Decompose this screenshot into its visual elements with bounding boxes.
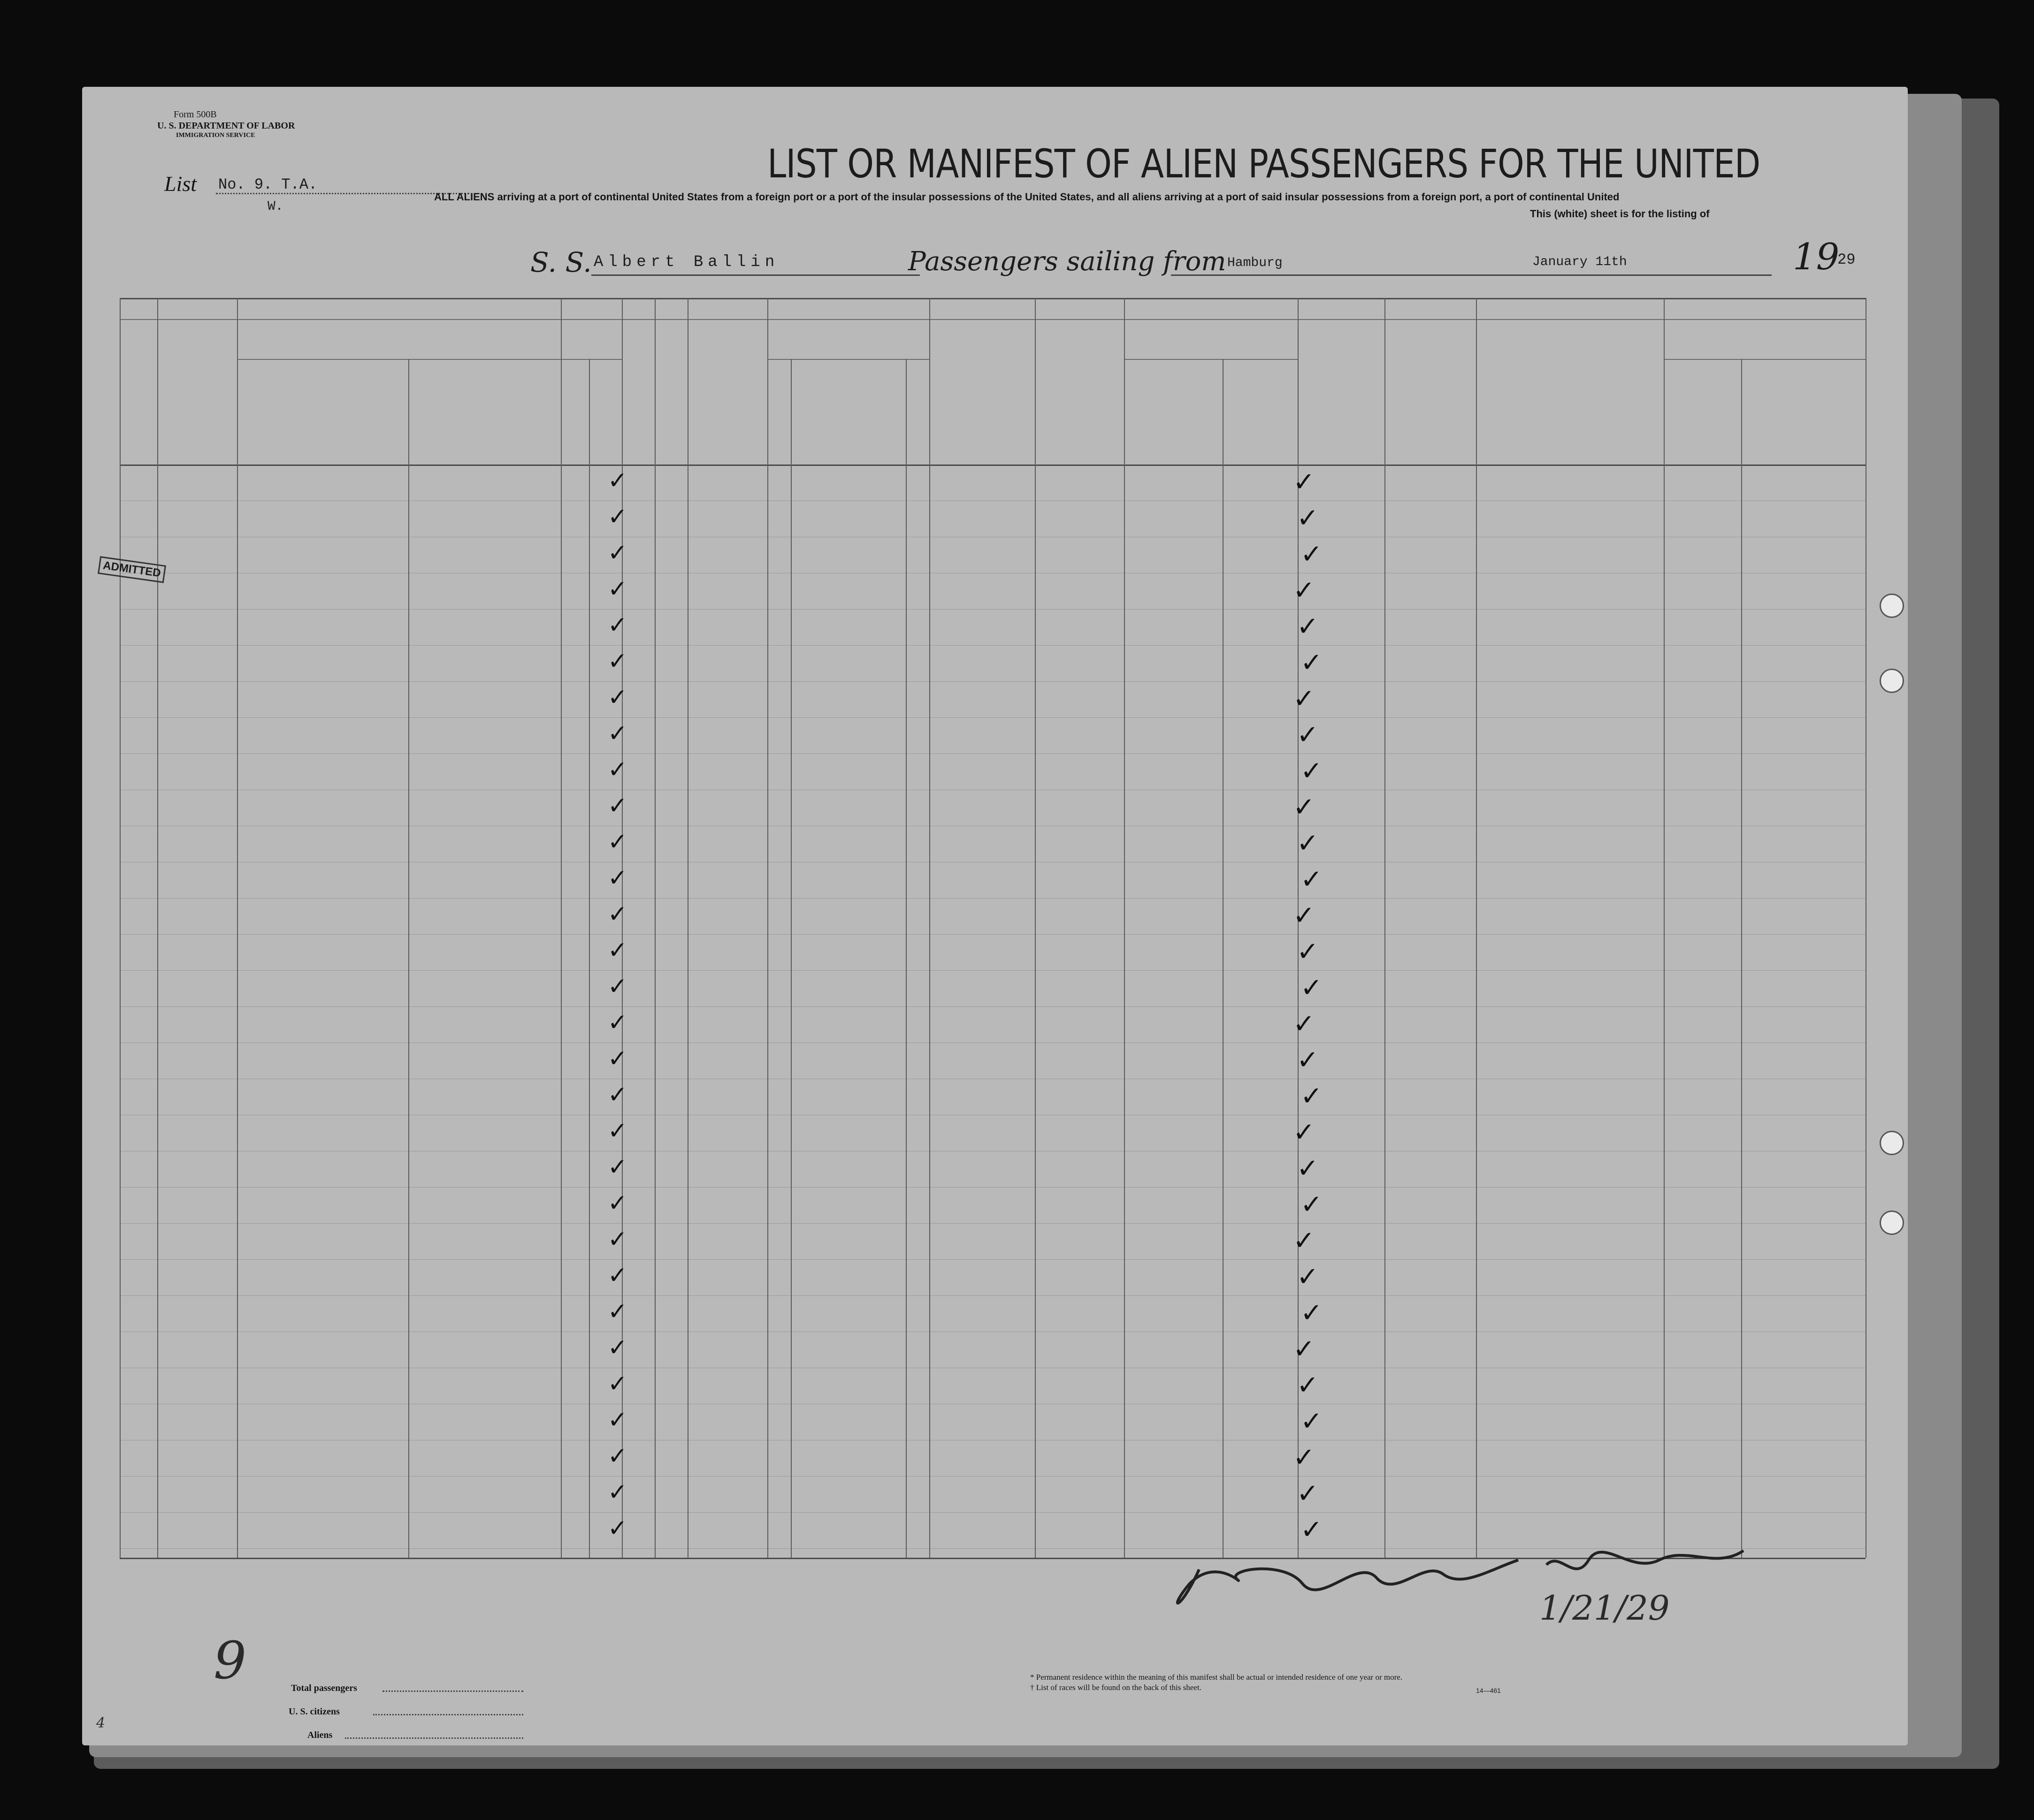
footer-dots-3	[345, 1737, 523, 1739]
port-name: Hamburg	[1227, 256, 1283, 270]
sex-check-mark: ✓	[608, 1009, 627, 1036]
inspector-check-mark: ✓	[1293, 1117, 1315, 1148]
inspector-check-mark: ✓	[1297, 720, 1319, 750]
footer-us-citizens: U. S. citizens	[289, 1706, 340, 1717]
sex-check-mark: ✓	[608, 647, 627, 675]
row-rule	[120, 1223, 1866, 1224]
column-rule	[1741, 359, 1742, 1558]
row-rule	[120, 1259, 1866, 1260]
sex-check-mark: ✓	[608, 973, 627, 1000]
footer-dots-2	[373, 1714, 523, 1715]
row-rule	[120, 898, 1866, 899]
signature-date: 1/21/29	[1539, 1588, 1670, 1628]
sex-check-mark: ✓	[608, 1515, 627, 1542]
row-rule	[120, 1476, 1866, 1477]
column-rule	[408, 359, 409, 1558]
header-write	[906, 399, 929, 418]
row-rule	[120, 1512, 1866, 1513]
sex-check-mark: ✓	[608, 1262, 627, 1289]
header-date	[1476, 375, 1664, 394]
row-rule	[120, 1006, 1866, 1007]
sailing-label: Passengers sailing from	[908, 246, 1226, 277]
sex-check-mark: ✓	[608, 1081, 627, 1108]
footer-note-1: * Permanent residence within the meaning of this manifest shall be actual or intended residence of one year or more.	[1030, 1673, 1403, 1682]
header-last-residence	[1664, 340, 1866, 359]
ship-name: Albert Ballin	[594, 253, 780, 271]
row-rule	[120, 681, 1866, 682]
admitted-stamp: ADMITTED	[98, 556, 166, 583]
inspector-check-mark: ✓	[1293, 684, 1315, 714]
margin-mark: 4	[96, 1715, 106, 1731]
header-issued-at	[1384, 375, 1476, 394]
inspector-check-mark: ✓	[1297, 1262, 1319, 1292]
sex-check-mark: ✓	[608, 1478, 627, 1506]
inspector-check-mark: ✓	[1293, 1334, 1315, 1364]
list-label: List	[164, 172, 197, 196]
sex-check-mark: ✓	[608, 937, 627, 964]
inspector-check-mark: ✓	[1297, 1153, 1319, 1184]
manifest-sheet	[82, 87, 1908, 1745]
sex-check-mark: ✓	[608, 467, 627, 494]
inspector-signature	[1162, 1541, 1762, 1616]
year-prefix: 19	[1793, 236, 1840, 278]
inspector-check-mark: ✓	[1297, 611, 1319, 642]
sex-check-mark: ✓	[608, 900, 627, 928]
header-res-country	[1664, 399, 1741, 418]
inspector-check-mark: ✓	[1300, 973, 1323, 1003]
row-rule	[120, 717, 1866, 718]
list-number: No. 9. T.A.	[218, 176, 318, 193]
row-rule	[120, 1187, 1866, 1188]
header-birth-country	[1124, 399, 1223, 418]
header-able-to	[767, 340, 929, 359]
sex-check-mark: ✓	[608, 684, 627, 711]
header-name-in-full	[237, 340, 561, 359]
inspector-check-mark: ✓	[1293, 792, 1315, 822]
column-rule	[929, 298, 930, 1558]
column-rule	[1384, 298, 1385, 1558]
header-read	[767, 399, 791, 418]
department: U. S. DEPARTMENT OF LABOR	[157, 121, 295, 131]
birth-subheader-rule	[1124, 359, 1298, 360]
header-head-tax-note	[157, 387, 237, 443]
sex-check-mark: ✓	[608, 1406, 627, 1433]
header-head-tax	[157, 359, 237, 387]
passenger-table	[82, 87, 1908, 1745]
sex-check-mark: ✓	[608, 611, 627, 639]
inspector-check-mark: ✓	[1293, 575, 1315, 606]
inspector-check-mark: ✓	[1293, 900, 1315, 931]
inspector-check-mark: ✓	[1297, 1045, 1319, 1075]
inspector-check-mark: ✓	[1300, 1189, 1323, 1220]
column-rule	[1476, 298, 1477, 1558]
header-birth-city	[1223, 399, 1298, 418]
footer-aliens: Aliens	[307, 1730, 333, 1740]
name-subheader-rule	[237, 359, 561, 360]
inspector-check-mark: ✓	[1300, 1515, 1323, 1545]
sex-check-mark: ✓	[608, 1334, 627, 1361]
header-yrs	[561, 399, 589, 418]
column-rule	[1035, 298, 1036, 1558]
column-rule	[1664, 298, 1665, 1558]
header-visa	[1298, 364, 1384, 420]
form-number: Form 500B	[174, 109, 217, 120]
inspector-check-mark: ✓	[1293, 1009, 1315, 1039]
header-race	[1035, 375, 1124, 394]
service: IMMIGRATION SERVICE	[176, 132, 255, 139]
sex-check-mark: ✓	[608, 1298, 627, 1325]
inspector-check-mark: ✓	[1300, 647, 1323, 678]
header-married	[662, 357, 681, 418]
header-no-on-list	[120, 373, 157, 429]
inspector-check-mark: ✓	[1300, 864, 1323, 895]
manifest-title: LIST OR MANIFEST OF ALIEN PASSENGERS FOR THE UNITED	[767, 141, 1760, 187]
sailing-date: January 11th	[1532, 255, 1627, 269]
footer-print-code: 14—461	[1476, 1687, 1501, 1694]
header-res-city	[1741, 399, 1866, 418]
sex-check-mark: ✓	[608, 1117, 627, 1144]
sex-check-mark: ✓	[608, 864, 627, 891]
header-bottom-rule	[120, 465, 1866, 466]
year-suffix: 29	[1837, 251, 1856, 268]
sex-check-mark: ✓	[608, 1189, 627, 1217]
sex-check-mark: ✓	[608, 1370, 627, 1397]
inspector-check-mark: ✓	[1300, 756, 1323, 786]
row-rule	[120, 934, 1866, 935]
column-rule	[791, 359, 792, 1558]
footer-note-2: † List of races will be found on the back of this sheet.	[1030, 1683, 1201, 1692]
header-read-language	[791, 389, 906, 432]
inspector-check-mark: ✓	[1300, 1081, 1323, 1112]
row-rule	[120, 970, 1866, 971]
footer-dots-1	[382, 1691, 523, 1692]
inspector-check-mark: ✓	[1300, 1406, 1323, 1437]
column-number-rule	[120, 319, 1866, 320]
header-given-name	[408, 399, 561, 418]
age-subheader-rule	[561, 359, 622, 360]
sex-check-mark: ✓	[608, 539, 627, 566]
ss-label: S. S.	[530, 246, 592, 278]
header-family-name	[237, 399, 408, 418]
binder-hole-1	[1880, 594, 1904, 618]
residence-subheader-rule	[1664, 359, 1866, 360]
inspector-check-mark: ✓	[1293, 1442, 1315, 1473]
sex-check-mark: ✓	[608, 575, 627, 602]
sex-check-mark: ✓	[608, 828, 627, 855]
inspector-check-mark: ✓	[1293, 1226, 1315, 1256]
sex-check-mark: ✓	[608, 1442, 627, 1470]
header-calling	[688, 359, 767, 415]
binder-hole-3	[1880, 1131, 1904, 1155]
row-rule	[120, 1295, 1866, 1296]
binder-hole-2	[1880, 669, 1904, 693]
inspector-check-mark: ✓	[1297, 1370, 1319, 1401]
binder-hole-4	[1880, 1211, 1904, 1235]
manifest-subtitle-2: This (white) sheet is for the listing of	[1530, 208, 1710, 220]
column-rule	[767, 298, 768, 1558]
column-rule	[1124, 298, 1125, 1558]
header-nationality	[929, 364, 1035, 425]
sex-check-mark: ✓	[608, 503, 627, 530]
header-sex	[622, 373, 655, 392]
sex-check-mark: ✓	[608, 1226, 627, 1253]
column-rule	[655, 298, 656, 1558]
inspector-check-mark: ✓	[1300, 1298, 1323, 1328]
row-rule	[120, 645, 1866, 646]
inspector-check-mark: ✓	[1293, 467, 1315, 497]
sex-check-mark: ✓	[608, 720, 627, 747]
column-rule	[237, 298, 238, 1558]
column-rule	[906, 359, 907, 1558]
sex-check-mark: ✓	[608, 756, 627, 783]
manifest-subtitle-1: ALL ALIENS arriving at a port of continental United States from a foreign port or a port of the insular possessions of the United States, and all aliens arriving at a port of said insular possessions from a foreign port, a port of continental United	[434, 191, 1620, 203]
inspector-check-mark: ✓	[1297, 937, 1319, 967]
footer-total-passengers: Total passengers	[291, 1683, 357, 1693]
column-rule	[561, 298, 562, 1558]
header-age	[561, 340, 622, 359]
header-place-of-birth	[1124, 340, 1298, 359]
inspector-check-mark: ✓	[1297, 503, 1319, 533]
inspector-check-mark: ✓	[1297, 1478, 1319, 1509]
column-rule	[157, 298, 158, 1558]
column-rule	[120, 298, 121, 1558]
sex-check-mark: ✓	[608, 1045, 627, 1072]
header-mos	[589, 399, 622, 418]
inspector-check-mark: ✓	[1297, 828, 1319, 859]
list-letter: W.	[268, 199, 283, 214]
column-rule	[589, 359, 590, 1558]
sex-check-mark: ✓	[608, 792, 627, 819]
inspector-check-mark: ✓	[1300, 539, 1323, 570]
page-number-annotation: 9	[214, 1630, 246, 1691]
table-top-rule	[120, 298, 1866, 299]
sex-check-mark: ✓	[608, 1153, 627, 1180]
